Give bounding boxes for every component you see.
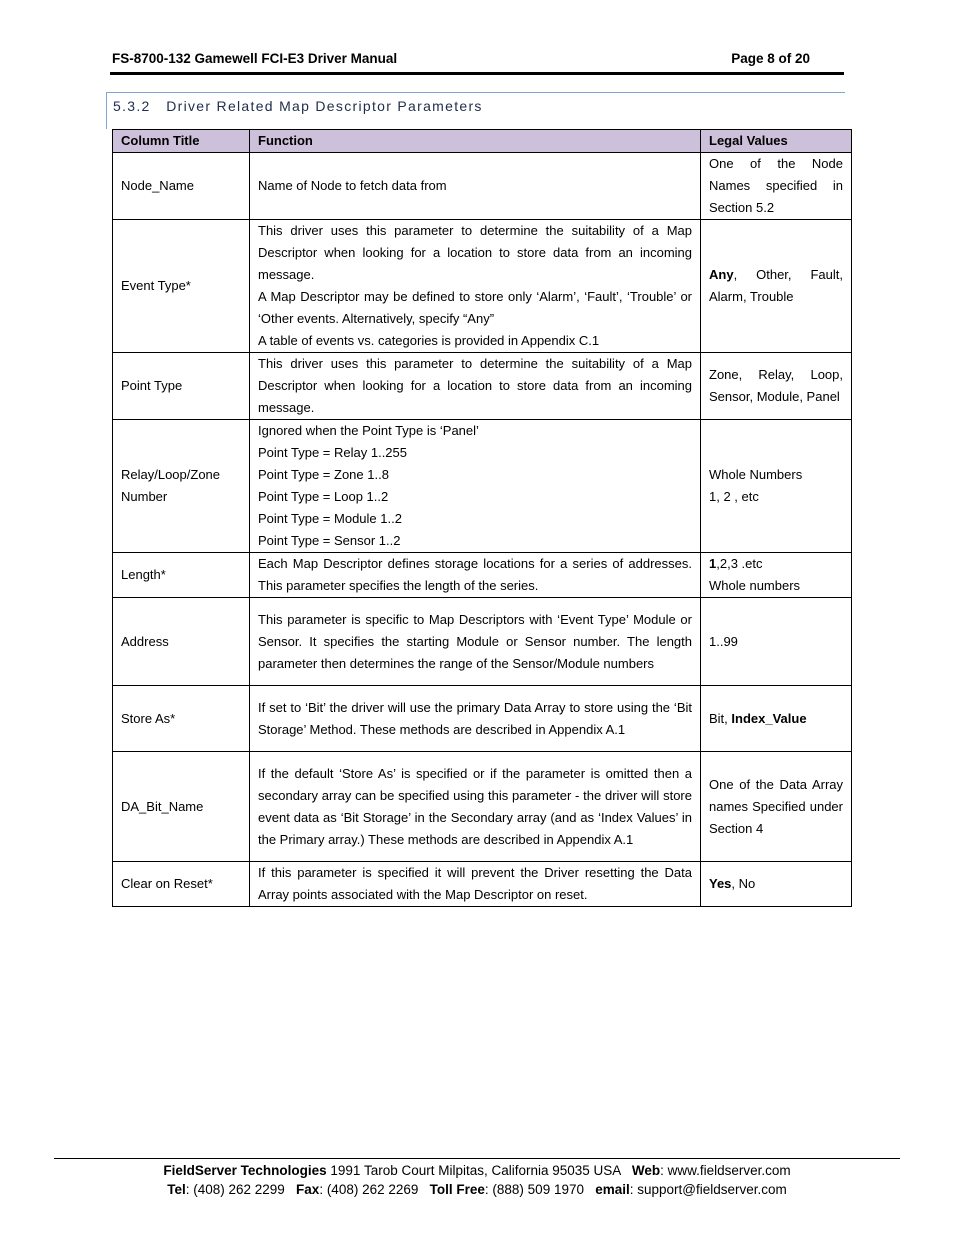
cell-function (250, 353, 701, 420)
title-text: Clear on Reset* (121, 876, 213, 891)
cell-column-title (113, 752, 250, 862)
legal-value-normal: Whole Numbers (709, 467, 803, 482)
title-text: Address (121, 633, 169, 649)
cell-legal-values (701, 553, 852, 598)
legal-value-normal: Zone, Relay, Loop, Sensor, Module, Panel (709, 367, 847, 404)
legal-value-text (709, 153, 847, 219)
legal-value-normal: , No (731, 876, 756, 891)
legal-value-bold: Any (709, 267, 734, 282)
function-text: If this parameter is specified it will prevent the Driver resetting the Data Array points associated with the Map Descriptor on reset. (258, 865, 692, 902)
footer-address: 1991 Tarob Court Milpitas, California 95035 USA (326, 1163, 632, 1178)
table-row (113, 598, 852, 686)
cell-column-title (113, 598, 250, 686)
function-text: Ignored when the Point Type is ‘Panel’ (258, 423, 479, 438)
footer-web: : www.fieldserver.com (660, 1163, 791, 1178)
function-text: This parameter is specific to Map Descriptors with ‘Event Type’ Module or Sensor. It specifies the starting Module or Sensor number. The length parameter then determines the range of the Sensor/Module numbers (258, 611, 692, 671)
title-text: Event Type* (121, 278, 191, 293)
legal-value-normal: 1..99 (709, 633, 738, 649)
cell-legal-values (701, 686, 852, 752)
cell-legal-values (701, 153, 852, 220)
legal-value-bold: Yes (709, 876, 732, 891)
legal-value-text (709, 486, 843, 508)
title-text: Length* (121, 567, 166, 582)
section-heading: 5.3.2 Driver Related Map Descriptor Parameters (113, 98, 483, 114)
function-text: Point Type = Relay 1..255 (258, 445, 407, 460)
function-text: If the default ‘Store As’ is specified or if the parameter is omitted then a secondary array can be specified using this parameter - the driver will store event data as ‘Bit Storage’ in the Secondary array (and as ‘Index Values’ in the Primary array.) These methods are described in Appendix A.1 (258, 765, 692, 847)
function-text: Each Map Descriptor defines storage locations for a series of addresses. This parameter specifies the length of the series. (258, 556, 692, 593)
footer-web-label: Web (631, 1163, 661, 1178)
legal-value-text (709, 553, 843, 575)
cell-function (250, 862, 701, 907)
function-text: Point Type = Sensor 1..2 (258, 533, 401, 548)
cell-function (250, 598, 701, 686)
function-text: This driver uses this parameter to determine the suitability of a Map Descriptor when looking for a location to store data from an incoming message. (258, 356, 692, 415)
cell-legal-values (701, 220, 852, 353)
header-function: Function (250, 130, 701, 153)
cell-column-title (113, 686, 250, 752)
function-text: Name of Node to fetch data from (258, 178, 447, 193)
table-row (113, 220, 852, 353)
legal-value-text (709, 464, 843, 486)
cell-legal-values (701, 420, 852, 553)
legal-value-bold: Index_Value (731, 710, 807, 726)
legal-value-normal: Whole numbers (709, 578, 801, 593)
table-row (113, 686, 852, 752)
legal-value-text (709, 774, 847, 840)
title-text: Point Type (121, 378, 183, 393)
cell-function (250, 153, 701, 220)
header-rule (110, 72, 844, 75)
table-row (113, 752, 852, 862)
footer-email: : support@fieldserver.com (629, 1182, 787, 1197)
document-title: FS-8700-132 Gamewell FCI-E3 Driver Manual (112, 51, 398, 66)
table-row (113, 353, 852, 420)
cell-column-title (113, 553, 250, 598)
cell-function (250, 553, 701, 598)
title-text: Node_Name (121, 178, 194, 193)
footer-tollfree-label: Toll Free (429, 1182, 485, 1197)
parameters-table (112, 129, 852, 907)
title-text: Relay/Loop/Zone Number (121, 467, 221, 504)
cell-legal-values (701, 598, 852, 686)
cell-function (250, 752, 701, 862)
cell-column-title (113, 420, 250, 553)
legal-value-text (709, 264, 846, 308)
function-text: A Map Descriptor may be defined to store only ‘Alarm’, ‘Fault’, ‘Trouble’ or ‘Other events. Alternatively, specify “Any” (258, 289, 692, 326)
table-row (113, 553, 852, 598)
legal-value-normal: 1, 2 , etc (709, 489, 759, 504)
footer-tel: : (408) 262 2299 (185, 1182, 297, 1197)
header-column-title: Column Title (113, 130, 250, 153)
table-header-row (113, 130, 852, 153)
legal-value-normal: , Other, Fault, Alarm, Trouble (709, 267, 846, 304)
cell-legal-values (701, 752, 852, 862)
footer-fax-label: Fax (296, 1182, 320, 1197)
cell-column-title (113, 353, 250, 420)
legal-value-text (709, 873, 843, 895)
footer-fax: : (408) 262 2269 (319, 1182, 430, 1197)
table-row (113, 153, 852, 220)
legal-value-normal: One of the Node Names specified in Section 5.2 (709, 156, 847, 215)
cell-function (250, 686, 701, 752)
function-text: If set to ‘Bit’ the driver will use the primary Data Array to store using the ‘Bit Storage’ Method. These methods are described in Appendix A.1 (258, 699, 692, 737)
page-number: Page 8 of 20 (731, 51, 810, 66)
legal-value-text (709, 575, 843, 597)
cell-column-title (113, 862, 250, 907)
title-text: DA_Bit_Name (121, 798, 204, 814)
cell-column-title (113, 220, 250, 353)
legal-value-text (709, 711, 731, 726)
table-row (113, 862, 852, 907)
title-text: Store As* (121, 710, 176, 726)
table-row (113, 420, 852, 553)
function-text: A table of events vs. categories is provided in Appendix C.1 (258, 333, 600, 348)
function-text: Point Type = Module 1..2 (258, 511, 402, 526)
function-text: Point Type = Zone 1..8 (258, 467, 389, 482)
legal-value-text (709, 631, 843, 653)
legal-value-bold: 1 (709, 556, 717, 571)
footer-line-1 (54, 1163, 900, 1178)
footer-email-label: email (595, 1182, 630, 1197)
footer-rule (54, 1158, 900, 1159)
cell-legal-values (701, 353, 852, 420)
legal-value-normal: Bit, (709, 710, 732, 726)
legal-value-text (731, 711, 806, 726)
cell-function (250, 420, 701, 553)
legal-value-normal: One of the Data Array names Specified under Section 4 (709, 776, 847, 836)
footer-tollfree: : (888) 509 1970 (484, 1182, 596, 1197)
header-legal-values: Legal Values (701, 130, 852, 153)
footer-line-2 (54, 1182, 900, 1197)
legal-value-normal: ,2,3 .etc (716, 556, 763, 571)
cell-function (250, 220, 701, 353)
cell-legal-values (701, 862, 852, 907)
footer-tel-label: Tel (167, 1182, 186, 1197)
page-header (112, 51, 810, 66)
table-body (113, 153, 852, 907)
function-text: This driver uses this parameter to determine the suitability of a Map Descriptor when looking for a location to store data from an incoming message. (258, 223, 692, 282)
function-text: Point Type = Loop 1..2 (258, 489, 389, 504)
cell-column-title (113, 153, 250, 220)
footer-company: FieldServer Technologies (163, 1163, 327, 1178)
legal-value-text (709, 364, 847, 408)
